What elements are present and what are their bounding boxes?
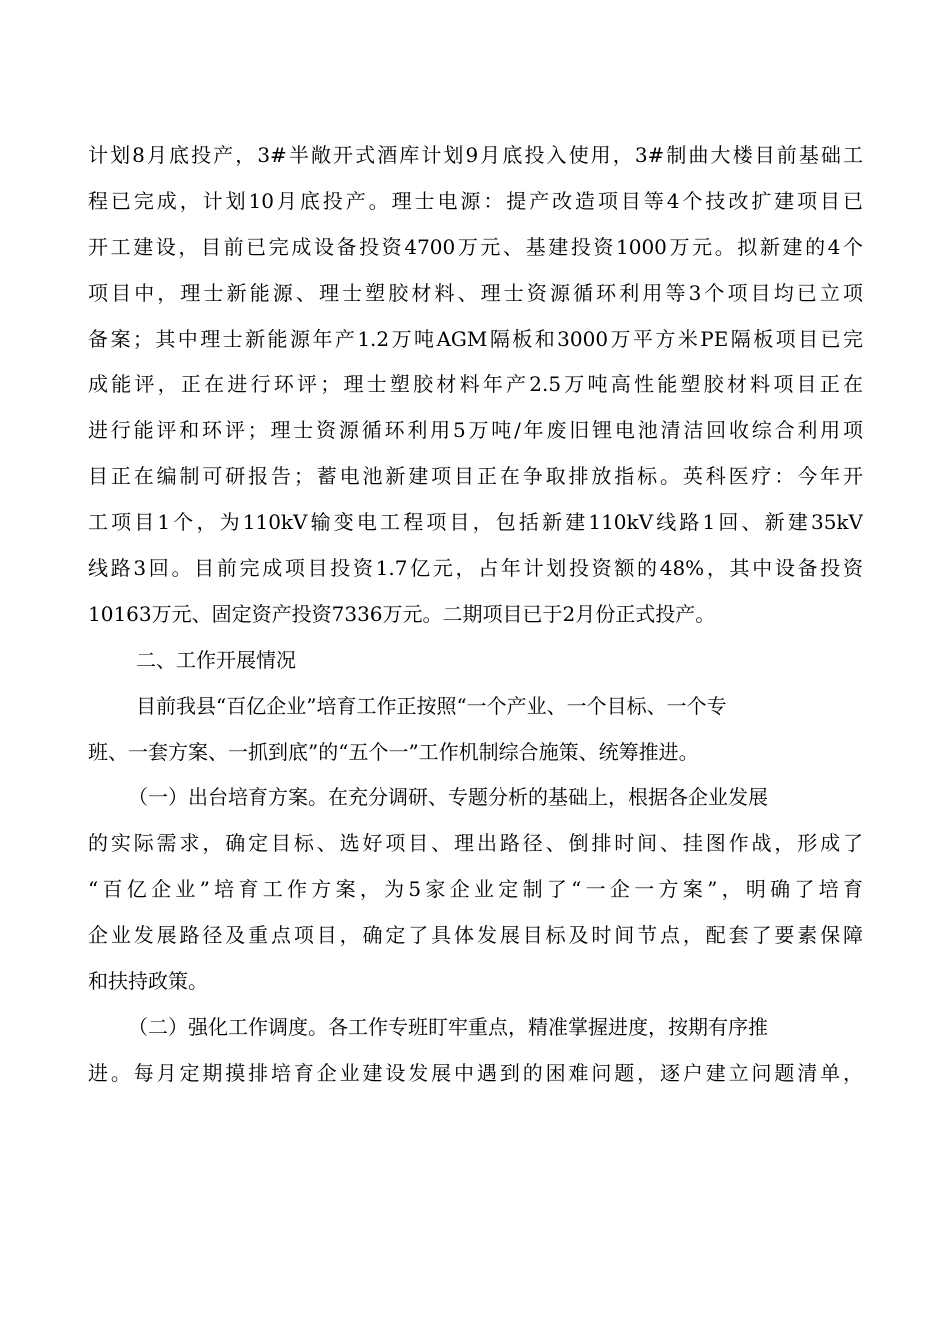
text-line: 备案；其中理士新能源年产1.2万吨AGM隔板和3000万平方米PE隔板项目已完 <box>88 326 863 351</box>
text-line: 目正在编制可研报告；蓄电池新建项目正在争取排放指标。英科医疗：今年开 <box>88 464 863 489</box>
text-line: 工项目1个，为110kV输变电工程项目，包括新建110kV线路1回、新建35kV <box>88 510 863 535</box>
text-line: 和扶持政策。 <box>88 969 208 994</box>
text-line: 进。每月定期摸排培育企业建设发展中遇到的困难问题，逐户建立问题清单， <box>88 1060 863 1085</box>
text-line: 目前我县“百亿企业”培育工作正按照“一个产业、一个目标、一个专 <box>136 693 727 718</box>
document-body <box>88 133 863 1097</box>
subsection-heading-line: （一）出台培育方案。在充分调研、专题分析的基础上，根据各企业发展 <box>128 785 768 810</box>
text-line: 线路3回。目前完成项目投资1.7亿元，占年计划投资额的48%，其中设备投资 <box>88 556 863 581</box>
text-line: 程已完成，计划10月底投产。理士电源：提产改造项目等4个技改扩建项目已 <box>88 188 863 213</box>
text-line: “百亿企业”培育工作方案，为5家企业定制了“一企一方案”，明确了培育 <box>88 877 863 902</box>
text-line: 进行能评和环评；理士资源循环利用5万吨/年废旧锂电池清洁回收综合利用项 <box>88 418 863 443</box>
section-heading: 二、工作开展情况 <box>136 647 296 672</box>
text-line: 班、一套方案、一抓到底”的“五个一”工作机制综合施策、统筹推进。 <box>88 739 699 764</box>
text-line: 成能评，正在进行环评；理士塑胶材料年产2.5万吨高性能塑胶材料项目正在 <box>88 372 863 397</box>
subsection-heading-line: （二）强化工作调度。各工作专班盯牢重点，精准掌握进度，按期有序推 <box>128 1014 768 1039</box>
text-line: 计划8月底投产，3#半敞开式酒库计划9月底投入使用，3#制曲大楼目前基础工 <box>88 143 863 167</box>
text-line: 10163万元、固定资产投资7336万元。二期项目已于2月份正式投产。 <box>88 601 716 626</box>
text-line: 项目中，理士新能源、理士塑胶材料、理士资源循环利用等3个项目均已立项 <box>88 280 863 305</box>
text-line: 的实际需求，确定目标、选好项目、理出路径、倒排时间、挂图作战，形成了 <box>88 831 863 856</box>
text-line: 企业发展路径及重点项目，确定了具体发展目标及时间节点，配套了要素保障 <box>88 923 863 948</box>
text-line: 开工建设，目前已完成设备投资4700万元、基建投资1000万元。拟新建的4个 <box>88 234 863 259</box>
